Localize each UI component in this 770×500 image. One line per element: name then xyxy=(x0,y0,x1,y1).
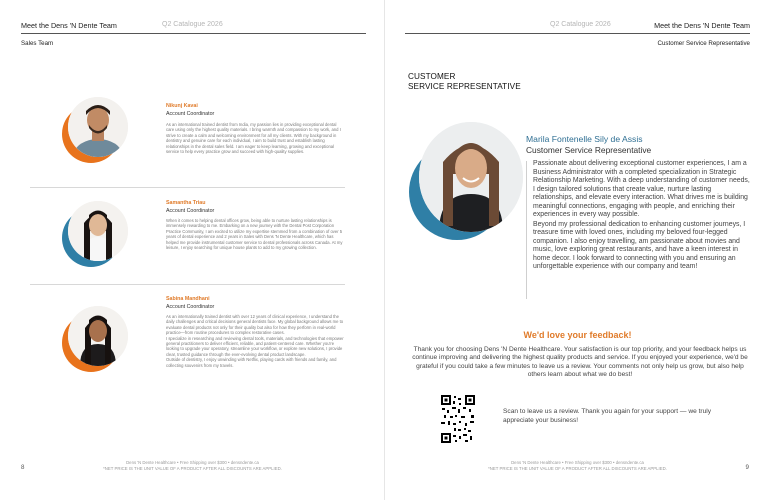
member-role: Account Coordinator xyxy=(166,208,215,214)
member-avatar xyxy=(62,201,128,267)
bio-paragraph: Beyond my professional dedication to enhancing customer journeys, I treasure time with loved ones, including my beloved four-legged companion. I also enjoy travelling, am passionate about movies and music, love exploring great restaurants, and have a keen interest in home decor. I look forward to connecting with you and ensuring an unforgettable experience with our company and team! xyxy=(533,220,746,270)
member-photo xyxy=(68,306,128,366)
member-bio: As an internationally trained dentist with over 12 years of clinical experience, I understand the daily challenges and critical decisions general dentists face. My global background allows me to evaluate dental products not only for their quality but also for how they perform in real-world practice—from routine procedures to complex restorative cases. I specialize in researching and reviewing dental tools, materials, and technologies that empower general practitioners to deliver efficient, reliable, and patient-centered care. Whether you're looking to upgrade your operatory, streamline your workflow, or explore new solutions, I provide clear, trusted guidance through the ever-evolving dental product landscape. Outside of dentistry, I enjoy unwinding with Netflix, playing cards with friends and family, and collecting souvenirs from my travels. xyxy=(166,314,344,368)
page-number: 9 xyxy=(745,464,749,471)
feedback-title: We'd love your feedback! xyxy=(523,330,632,340)
footer-line: Dens 'N Dente Healthcare • Free Shipping over $300 • densndente.ca xyxy=(511,460,644,465)
section-heading-line: CUSTOMER xyxy=(408,72,456,81)
section-heading-line: SERVICE REPRESENTATIVE xyxy=(408,82,521,91)
page-footer xyxy=(425,460,730,471)
header-rule xyxy=(405,33,750,34)
section-heading xyxy=(408,72,521,92)
featured-bio xyxy=(533,160,751,273)
page-header-title: Meet the Dens 'N Dente Team xyxy=(654,21,750,30)
footer-disclaimer: *NET PRICE IS THE UNIT VALUE OF A PRODUCT AFTER ALL DISCOUNTS ARE APPLIED. xyxy=(103,465,282,471)
feedback-text: Thank you for choosing Dens 'N Dente Healthcare. Your satisfaction is our top priority, and your feedback helps us continue improving and delivering the highest quality products and service. If you enjoyed your experience, we'd be grateful if you could take a few minutes to leave us a review. Your comments not only help us grow, but also help others learn about what we do best! xyxy=(412,346,748,379)
member-role: Account Coordinator xyxy=(166,111,215,117)
bio-paragraph: Passionate about delivering exceptional customer experiences, I am a Business Administrator with a completed specialization in Strategic Relationship Marketing. With a deep understanding of customer needs, I design tailored solutions that create value, nurture lasting relationships, and elevate every interaction. What drives me is building meaningful connections, engaging with people, and enriching their experiences in every way possible. xyxy=(533,160,750,218)
bio-accent-rule xyxy=(526,161,527,299)
featured-role: Customer Service Representative xyxy=(526,145,652,155)
member-bio: As an international trained dentist from India, my passion lies in providing exceptional dental care using only the highest quality materials. I bring warmth and compassion to my work, and I strive to create a calm and welcoming environment for all my clients. With my background in dentistry and genuine care for each individual, I aim to build trust and establish lasting relationships in the dental sales field. I am eager to keep learning, growing and exceptional service to help every practice grow and succeed with high-quality supplies. xyxy=(166,122,341,155)
member-avatar xyxy=(62,306,128,372)
footer-line: Dens 'N Dente Healthcare • Free Shipping over $300 • densndente.ca xyxy=(126,460,259,465)
section-label: Sales Team xyxy=(21,40,54,47)
member-name: Nikunj Kavai xyxy=(166,103,198,109)
right-page xyxy=(385,0,770,500)
member-name: Sabina Mandhani xyxy=(166,296,210,302)
section-label: Customer Service Representative xyxy=(657,40,750,47)
page-number: 8 xyxy=(21,464,25,471)
member-photo xyxy=(68,97,128,157)
member-role: Account Coordinator xyxy=(166,304,215,310)
review-qr-code[interactable] xyxy=(441,395,475,443)
featured-photo xyxy=(419,122,523,232)
divider xyxy=(30,284,345,285)
catalogue-label: Q2 Catalogue 2026 xyxy=(162,21,223,28)
featured-name: Marila Fontenelle Sily de Assis xyxy=(526,134,643,144)
divider xyxy=(30,187,345,188)
qr-caption: Scan to leave us a review. Thank you again for your support — we truly appreciate your business! xyxy=(503,408,712,424)
catalogue-label: Q2 Catalogue 2026 xyxy=(550,21,611,28)
header-rule xyxy=(21,33,366,34)
page-footer xyxy=(40,460,345,471)
member-avatar xyxy=(62,97,128,163)
footer-disclaimer: *NET PRICE IS THE UNIT VALUE OF A PRODUCT AFTER ALL DISCOUNTS ARE APPLIED. xyxy=(488,465,667,471)
featured-avatar xyxy=(409,122,521,240)
member-name: Samantha Triau xyxy=(166,200,206,206)
member-photo xyxy=(68,201,128,261)
member-bio: When it comes to helping dental offices grow, being able to nurture lasting relationships is immensely rewarding to me. Embarking on a new journey with the Dental Post Corporation Practice Community, I am excited to utilize my expertise stemmed from a combination of over 5 years of dental experience and 2 years in Sales with Dens 'N Dente Healthcare, which has helped me provide instrumental customer service to dental professionals across Canada. At my leisure, I enjoy searching for unique house plants to add to my growing collection. xyxy=(166,218,343,251)
page-header-title: Meet the Dens 'N Dente Team xyxy=(21,21,117,30)
